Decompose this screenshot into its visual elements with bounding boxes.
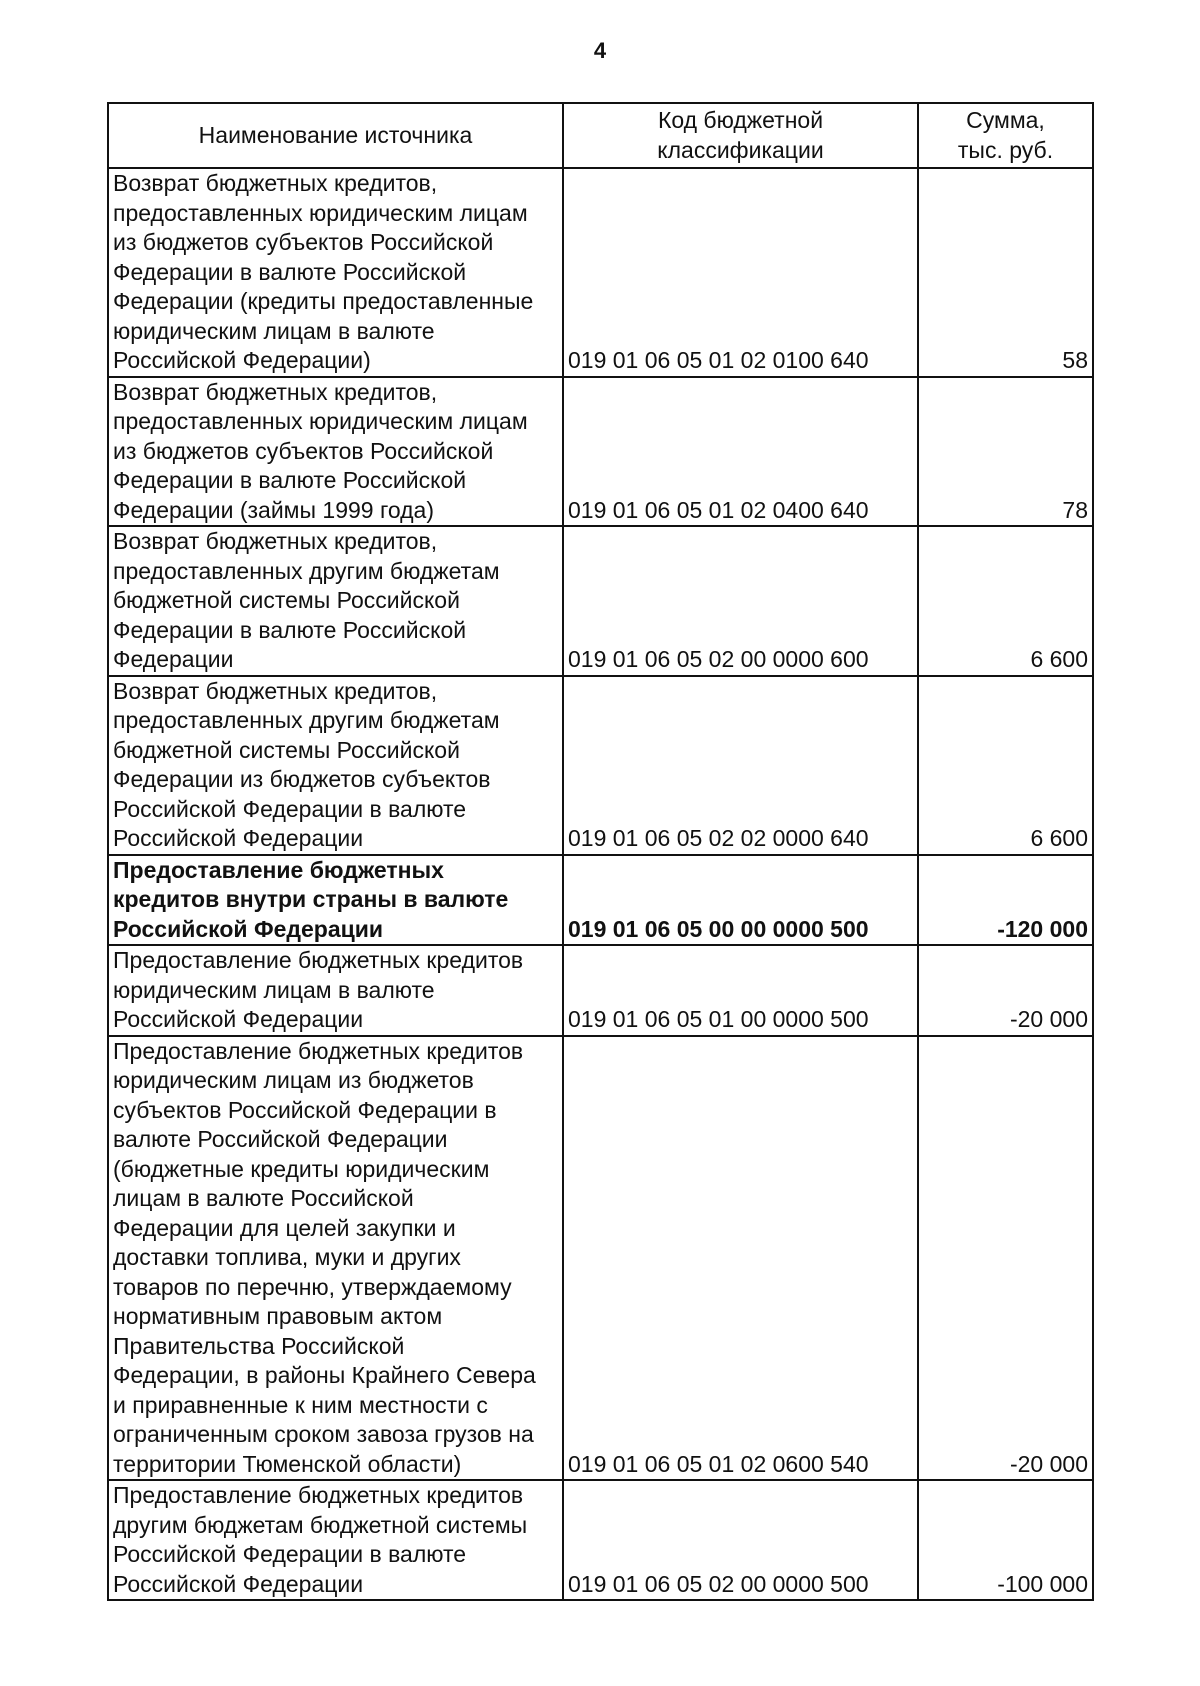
- source-name-line: Возврат бюджетных кредитов,: [113, 677, 438, 704]
- source-name-line: Предоставление бюджетных кредитов: [113, 1482, 524, 1508]
- table-row: [108, 377, 1093, 527]
- table-row: [108, 526, 1093, 676]
- source-name-line: Российской Федерации в валюте: [113, 795, 467, 822]
- source-name-line: ограниченным сроком завоза грузов на: [113, 1421, 534, 1447]
- table-header-row: [108, 103, 1093, 168]
- header-budget-code: [563, 103, 918, 168]
- source-name-line: доставки топлива, муки и других: [113, 1244, 461, 1270]
- source-name-cell: [108, 168, 563, 377]
- source-name-cell: [108, 855, 563, 946]
- source-name-line: Федерации: [113, 646, 234, 672]
- source-name-cell: [108, 1480, 563, 1600]
- budget-code-cell: 019 01 06 05 01 02 0600 540: [563, 1036, 918, 1481]
- source-name-line: бюджетной системы Российской: [113, 587, 460, 613]
- header-line: Сумма,: [966, 107, 1045, 133]
- source-name-line: кредитов внутри страны в валюте: [113, 886, 509, 912]
- source-name-line: Федерации в валюте Российской: [113, 467, 467, 493]
- page-number: 4: [593, 38, 607, 63]
- source-name-line: Возврат бюджетных кредитов,: [113, 528, 438, 554]
- source-name-line: Российской Федерации в валюте: [113, 1541, 467, 1567]
- source-name-cell: [108, 377, 563, 527]
- header-source-name: [108, 103, 563, 168]
- source-name-line: Российской Федерации: [113, 1006, 364, 1032]
- header-line: тыс. руб.: [957, 136, 1054, 163]
- source-name-line: Российской Федерации: [113, 915, 384, 942]
- sum-cell: -120 000: [918, 855, 1093, 946]
- budget-code-cell: 019 01 06 05 02 00 0000 600: [563, 526, 918, 676]
- table-row: [108, 168, 1093, 377]
- source-name-line: Федерации (кредиты предоставленные: [113, 288, 534, 314]
- source-name-line: Российской Федерации): [113, 347, 371, 373]
- source-name-line: Предоставление бюджетных кредитов: [113, 1037, 524, 1064]
- source-name-line: территории Тюменской области): [113, 1450, 462, 1477]
- header-sum: [918, 103, 1093, 168]
- source-name-line: из бюджетов субъектов Российской: [113, 437, 494, 464]
- source-name-cell: [108, 676, 563, 855]
- sum-cell: 78: [918, 377, 1093, 527]
- table-row: [108, 1480, 1093, 1600]
- source-name-line: Возврат бюджетных кредитов,: [113, 378, 438, 405]
- source-name-line: (бюджетные кредиты юридическим: [113, 1155, 490, 1182]
- source-name-line: нормативным правовым актом: [113, 1303, 443, 1329]
- source-name-line: другим бюджетам бюджетной системы: [113, 1511, 528, 1538]
- header-line: Наименование источника: [198, 121, 473, 148]
- source-name-line: Федерации из бюджетов субъектов: [113, 766, 491, 792]
- source-name-line: Федерации в валюте Российской: [113, 616, 467, 643]
- source-name-line: Российской Федерации: [113, 1570, 364, 1597]
- table-row: [108, 855, 1093, 946]
- source-name-line: Предоставление бюджетных кредитов: [113, 947, 524, 973]
- source-name-line: Российской Федерации: [113, 825, 364, 851]
- sum-cell: -20 000: [918, 1036, 1093, 1481]
- budget-code-cell: 019 01 06 05 00 00 0000 500: [563, 855, 918, 946]
- source-name-line: и приравненные к ним местности с: [113, 1391, 488, 1418]
- sum-cell: 6 600: [918, 676, 1093, 855]
- source-name-line: предоставленных юридическим лицам: [113, 199, 528, 226]
- sum-cell: -20 000: [918, 945, 1093, 1036]
- source-name-line: юридическим лицам в валюте: [113, 317, 435, 344]
- header-line: классификации: [657, 136, 824, 163]
- header-line: Код бюджетной: [657, 107, 824, 133]
- source-name-line: товаров по перечню, утверждаемому: [113, 1273, 512, 1300]
- source-name-line: предоставленных другим бюджетам: [113, 707, 500, 733]
- source-name-line: Федерации в валюте Российской: [113, 258, 467, 285]
- source-name-line: Федерации для целей закупки и: [113, 1214, 456, 1241]
- source-name-line: бюджетной системы Российской: [113, 736, 460, 763]
- source-name-cell: [108, 1036, 563, 1481]
- budget-sources-table: [107, 102, 1094, 1601]
- source-name-line: предоставленных юридическим лицам: [113, 408, 528, 434]
- source-name-line: предоставленных другим бюджетам: [113, 557, 500, 584]
- source-name-line: юридическим лицам из бюджетов: [113, 1067, 474, 1093]
- source-name-line: Федерации (займы 1999 года): [113, 496, 435, 523]
- source-name-line: лицам в валюте Российской: [113, 1185, 414, 1211]
- source-name-line: Предоставление бюджетных: [113, 856, 444, 883]
- budget-code-cell: 019 01 06 05 01 02 0100 640: [563, 168, 918, 377]
- source-name-line: Федерации, в районы Крайнего Севера: [113, 1362, 536, 1388]
- budget-code-cell: 019 01 06 05 01 00 0000 500: [563, 945, 918, 1036]
- source-name-line: Возврат бюджетных кредитов,: [113, 170, 438, 196]
- table-row: [108, 1036, 1093, 1481]
- sum-cell: 6 600: [918, 526, 1093, 676]
- budget-code-cell: 019 01 06 05 02 00 0000 500: [563, 1480, 918, 1600]
- budget-code-cell: 019 01 06 05 02 02 0000 640: [563, 676, 918, 855]
- source-name-cell: [108, 526, 563, 676]
- sum-cell: 58: [918, 168, 1093, 377]
- table-row: [108, 945, 1093, 1036]
- budget-code-cell: 019 01 06 05 01 02 0400 640: [563, 377, 918, 527]
- source-name-line: Правительства Российской: [113, 1332, 405, 1359]
- source-name-line: субъектов Российской Федерации в: [113, 1096, 497, 1123]
- sum-cell: -100 000: [918, 1480, 1093, 1600]
- source-name-line: юридическим лицам в валюте: [113, 976, 435, 1003]
- source-name-line: валюте Российской Федерации: [113, 1126, 448, 1152]
- source-name-line: из бюджетов субъектов Российской: [113, 229, 494, 255]
- source-name-cell: [108, 945, 563, 1036]
- table-row: [108, 676, 1093, 855]
